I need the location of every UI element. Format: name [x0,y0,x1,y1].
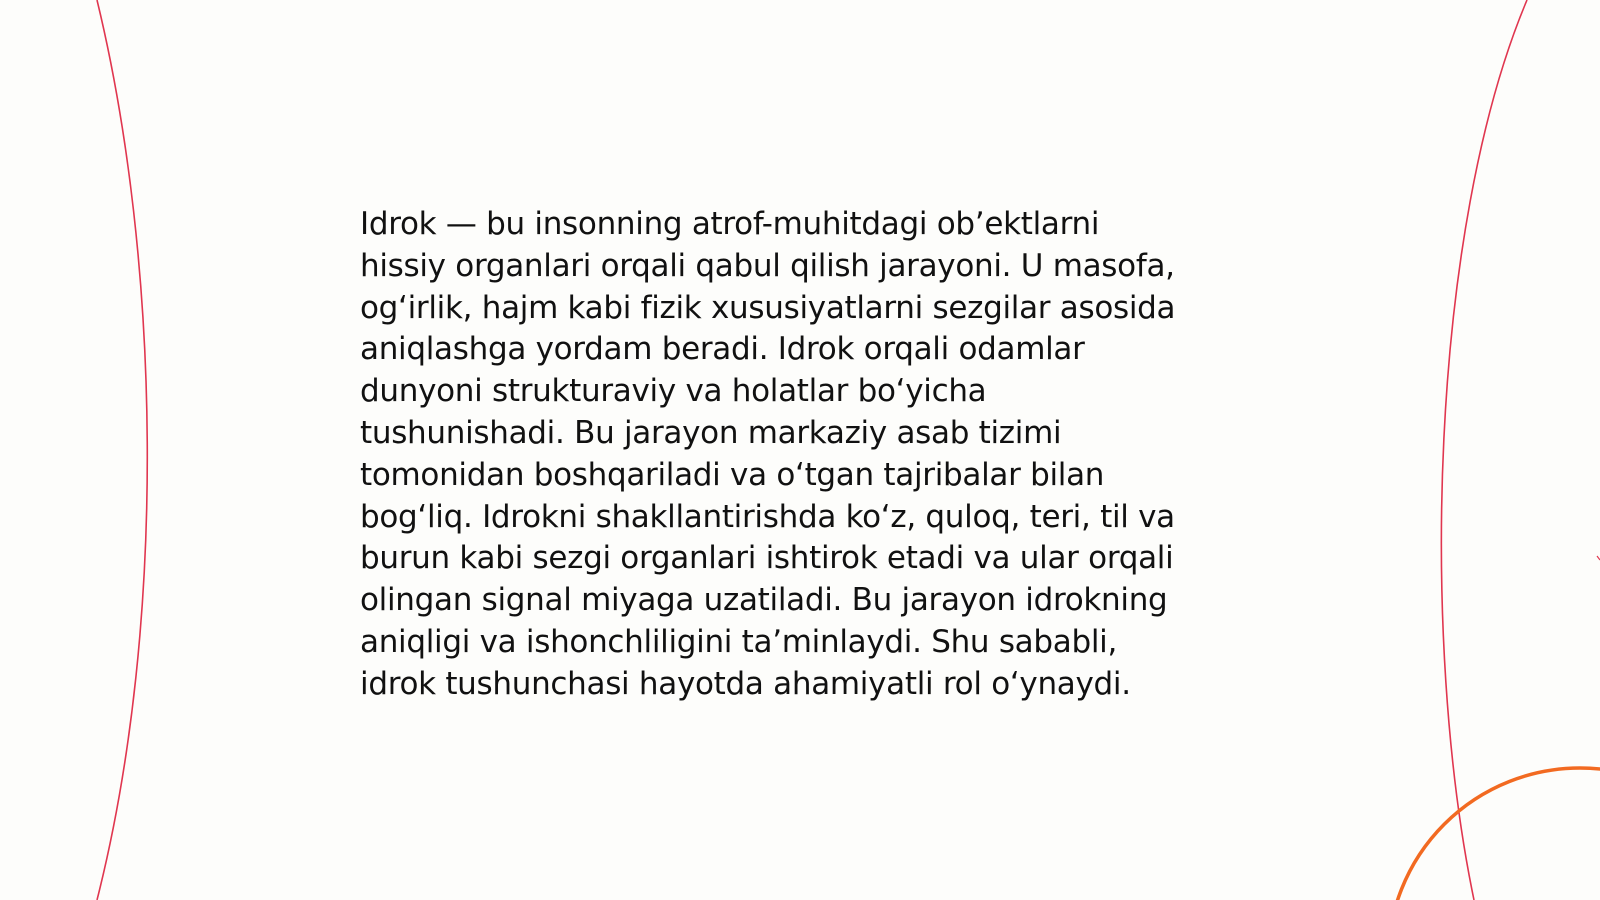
right-curve [1441,0,1527,900]
body-paragraph: Idrok — bu insonning atrof-muhitdagi ob’ektlarni hissiy organlari orqali qabul qilish jarayoni. U masofa, og‘irlik, hajm kabi fizik xususiyatlarni sezgilar asosida aniqlashga yordam beradi. Idrok orqali odamlar dunyoni strukturaviy va holatlar bo‘yicha tushunishadi. Bu jarayon markaziy asab tizimi tomonidan boshqariladi va o‘tgan tajribalar bilan bog‘liq. Idrokni shakllantirishda ko‘z, quloq, teri, til va burun kabi sezgi organlari ishtirok etadi va ular orqali olingan signal miyaga uzatiladi. Bu jarayon idrokning aniqligi va ishonchliligini ta’minlaydi. Shu sababli, idrok tushunchasi hayotda ahamiyatli rol o‘ynaydi. [360,206,1176,702]
orange-circle [1388,768,1600,900]
left-curve [97,0,147,900]
